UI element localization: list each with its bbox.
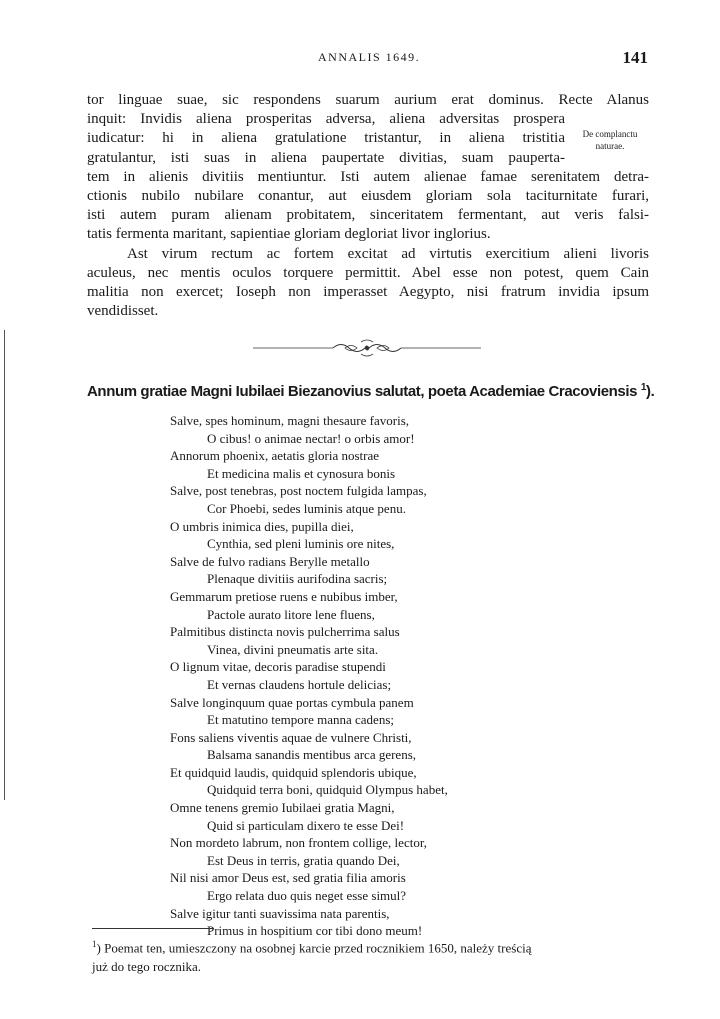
footnote-marker-tail: ): [96, 940, 101, 956]
prose-line: tor linguae suae, sic respondens suarum aurium erat dominus. Recte Alanus: [87, 92, 649, 108]
poem-verse: Vinea, divini pneumatis arte sita.: [207, 641, 379, 657]
footnote-line: już do tego rocznika.: [92, 959, 202, 975]
binding-edge-mark: [4, 330, 5, 800]
poem-verse: Gemmarum pretiose ruens e nubibus imber,: [170, 588, 398, 604]
prose-line: malitia non exercet; Ioseph non imperasset Aegypto, nisi fratrum invidia ipsum: [87, 284, 649, 301]
poem-verse: Et medicina malis et cynosura bonis: [207, 465, 396, 481]
footnote-marker: 1: [92, 939, 97, 949]
poem-verse: Pactole aurato litore lene fluens,: [207, 606, 375, 622]
poem-verse: Salve igitur tanti suavissima nata parentis,: [170, 905, 390, 921]
poem-verse: Quid si particulam dixero te esse Dei!: [207, 817, 405, 833]
poem-verse: Nil nisi amor Deus est, sed gratia filia amoris: [170, 870, 406, 886]
page-number: 141: [622, 48, 648, 67]
poem-verse: Cor Phoebi, sedes luminis atque penu.: [207, 500, 406, 516]
poem-verse: O lignum vitae, decoris paradise stupendi: [170, 659, 386, 675]
footnote-rule: [92, 928, 214, 929]
prose-line: tem in alienis divitiis mentiuntur. Isti autem alienae famae serenitatem detra-: [87, 168, 649, 185]
section-title-tail: ).: [646, 383, 655, 400]
poem-verse: Salve, post tenebras, post noctem fulgida lampas,: [170, 483, 427, 499]
poem: [170, 412, 530, 940]
prose-line: inquit: Invidis aliena prosperitas adversa, aliena adversitas prospera: [87, 111, 565, 128]
prose-line: gratulantur, isti suas in aliena paupertate divitias, suam pauperta-: [87, 149, 565, 166]
poem-verse: O cibus! o animae nectar! o orbis amor!: [207, 430, 415, 446]
poem-verse: Salve, spes hominum, magni thesaure favoris,: [170, 413, 410, 428]
poem-verse: Fons saliens viventis aquae de vulnere Christi,: [170, 729, 412, 745]
poem-verse: Et matutino tempore manna cadens;: [207, 712, 394, 728]
poem-verse: O umbris inimica dies, pupilla diei,: [170, 518, 354, 534]
prose-block: [87, 91, 649, 321]
poem-verse: Balsama sanandis mentibus arca gerens,: [207, 747, 417, 763]
poem-verse: Primus in hospitium cor tibi dono meum!: [207, 923, 423, 939]
prose-line: tatis fermenta maritant, sapientiae gloriam degloriat livor inglorius.: [87, 226, 491, 243]
poem-verse: Est Deus in terris, gratia quando Dei,: [207, 852, 400, 868]
prose-line: vendidisset.: [87, 303, 159, 320]
poem-verse: Quidquid terra boni, quidquid Olympus habet,: [207, 782, 448, 798]
footnote-text: Poemat ten, umieszczony na osobnej karcie przed rocznikiem 1650, należy treścią: [100, 940, 532, 956]
poem-verse: Annorum phoenix, aetatis gloria nostrae: [170, 448, 380, 464]
prose-line: aculeus, nec mentis oculos torquere permittit. Abel esse non potest, quem Cain: [87, 264, 649, 281]
footnote-line: [92, 935, 652, 957]
prose-line: ctionis nubilo nubilare conantur, aut eiusdem gloriam sola taciturnitate furari,: [87, 188, 649, 205]
running-title: ANNALIS 1649.: [318, 50, 421, 64]
poem-verse: Non mordeto labrum, non frontem collige, lector,: [170, 835, 427, 851]
margin-note: De complanctu naturae.: [582, 129, 638, 151]
poem-verse: Et quidquid laudis, quidquid splendoris ubique,: [170, 764, 417, 780]
prose-line: Ast virum rectum ac fortem excitat ad virtutis exercitium alieni livoris: [127, 245, 649, 262]
poem-verse: Palmitibus distincta novis pulcherrima salus: [170, 624, 400, 640]
section-title-text: Annum gratiae Magni Iubilaei Biezanovius salutat, poeta Academiae Cracoviensis: [87, 383, 638, 400]
footnote: [92, 935, 652, 976]
poem-verse: Salve de fulvo radians Berylle metallo: [170, 553, 370, 569]
section-title: [87, 382, 667, 400]
poem-verse: Cynthia, sed pleni luminis ore nites,: [207, 536, 395, 552]
poem-verse: Et vernas claudens hortule delicias;: [207, 676, 392, 692]
poem-verse: Omne tenens gremio Iubilaei gratia Magni,: [170, 800, 395, 816]
poem-verse: Ergo relata duo quis neget esse simul?: [207, 888, 407, 904]
prose-line: isti autem puram alienam probitatem, sinceritatem fermentant, aut veris falsi-: [87, 207, 649, 224]
poem-verse: Salve longinquum quae portas cymbula panem: [170, 694, 414, 710]
ornament-divider-icon: [253, 338, 481, 358]
poem-verse: Plenaque divitiis aurifodina sacris;: [207, 571, 388, 587]
prose-line: iudicatur: hi in aliena gratulatione tristantur, in aliena tristitia: [87, 130, 565, 147]
footnote-reference: 1: [640, 382, 647, 393]
